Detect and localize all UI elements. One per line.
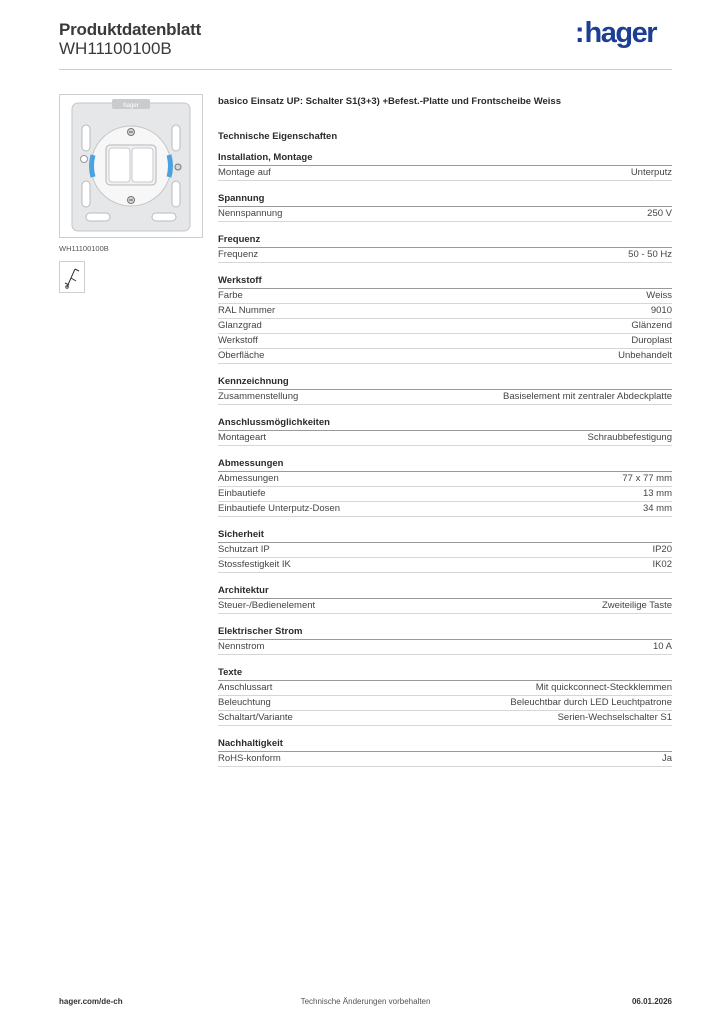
product-code: WH11100100B <box>59 39 172 58</box>
property-label: Steuer-/Bedienelement <box>218 600 316 611</box>
section-title: Frequenz <box>218 233 672 248</box>
property-row <box>218 248 672 263</box>
property-label: Anschlussart <box>218 682 273 693</box>
section-spacer <box>218 614 672 618</box>
property-label: Oberfläche <box>218 350 265 361</box>
section-spacer <box>218 655 672 659</box>
document-title: Produktdatenblatt <box>59 20 202 39</box>
property-value: IK02 <box>652 559 672 570</box>
property-row <box>218 289 672 304</box>
property-value: 50 - 50 Hz <box>628 249 672 260</box>
property-row <box>218 711 672 726</box>
switch-insert-illustration <box>60 95 202 237</box>
property-row <box>218 543 672 558</box>
property-row <box>218 681 672 696</box>
section-title: Installation, Montage <box>218 151 672 166</box>
property-label: Glanzgrad <box>218 320 262 331</box>
property-row <box>218 349 672 364</box>
property-value: Unbehandelt <box>618 350 672 361</box>
property-row <box>218 390 672 405</box>
property-label: RAL Nummer <box>218 305 276 316</box>
property-row <box>218 304 672 319</box>
section-title: Spannung <box>218 192 672 207</box>
technical-properties-heading: Technische Eigenschaften <box>218 131 338 142</box>
property-value: Serien-Wechselschalter S1 <box>557 712 672 723</box>
wiring-symbol-icon <box>59 261 85 293</box>
property-label: Nennspannung <box>218 208 283 219</box>
plate-label: hager <box>123 103 139 109</box>
property-row <box>218 502 672 517</box>
footer-website: hager.com/de-ch <box>59 997 123 1006</box>
property-value: Zweiteilige Taste <box>601 600 672 611</box>
property-row <box>218 472 672 487</box>
property-label: Werkstoff <box>218 335 258 346</box>
property-row <box>218 487 672 502</box>
property-row <box>218 207 672 222</box>
product-image <box>59 94 203 238</box>
property-label: Montage auf <box>218 167 271 178</box>
property-label: Beleuchtung <box>218 697 271 708</box>
section-spacer <box>218 767 672 771</box>
property-label: RoHS-konform <box>218 753 281 764</box>
logo-text: hager <box>584 17 656 49</box>
property-value: 250 V <box>647 208 672 219</box>
property-value: Mit quickconnect-Steckklemmen <box>535 682 672 693</box>
property-value: 9010 <box>650 305 672 316</box>
product-description: basico Einsatz UP: Schalter S1(3+3) +Befest.-Platte und Frontscheibe Weiss <box>218 96 561 107</box>
property-row <box>218 696 672 711</box>
section-spacer <box>218 364 672 368</box>
section-title: Texte <box>218 666 672 681</box>
section-title: Nachhaltigkeit <box>218 737 672 752</box>
section-spacer <box>218 446 672 450</box>
section-spacer <box>218 181 672 185</box>
section-spacer <box>218 573 672 577</box>
property-label: Zusammenstellung <box>218 391 299 402</box>
property-value: Duroplast <box>631 335 672 346</box>
property-label: Montageart <box>218 432 267 443</box>
property-value: 13 mm <box>642 488 672 499</box>
property-value: Glänzend <box>631 320 672 331</box>
property-label: Frequenz <box>218 249 259 260</box>
property-row <box>218 334 672 349</box>
property-label: Nennstrom <box>218 641 265 652</box>
property-row <box>218 558 672 573</box>
property-value: Schraubbefestigung <box>587 432 672 443</box>
property-row <box>218 752 672 767</box>
property-value: 10 A <box>652 641 672 652</box>
property-row <box>218 319 672 334</box>
hager-logo: :hager <box>574 17 656 49</box>
property-value: Basiselement mit zentraler Abdeckplatte <box>503 391 672 402</box>
property-label: Farbe <box>218 290 243 301</box>
section-title: Architektur <box>218 584 672 599</box>
section-spacer <box>218 517 672 521</box>
technical-data <box>218 95 672 771</box>
property-value: Ja <box>661 753 672 764</box>
image-caption: WH11100100B <box>59 244 109 253</box>
property-value: IP20 <box>652 544 672 555</box>
section-title: Kennzeichnung <box>218 375 672 390</box>
header-divider <box>59 69 672 70</box>
property-row <box>218 431 672 446</box>
footer-date: 06.01.2026 <box>631 997 672 1006</box>
section-spacer <box>218 405 672 409</box>
section-title: Sicherheit <box>218 528 672 543</box>
footer-notice: Technische Änderungen vorbehalten <box>300 997 431 1006</box>
section-title: Abmessungen <box>218 457 672 472</box>
property-row <box>218 599 672 614</box>
section-spacer <box>218 222 672 226</box>
page-header <box>59 18 672 68</box>
property-value: 34 mm <box>642 503 672 514</box>
property-label: Einbautiefe Unterputz-Dosen <box>218 503 340 514</box>
property-label: Schaltart/Variante <box>218 712 293 723</box>
section-spacer <box>218 263 672 267</box>
property-label: Stossfestigkeit IK <box>218 559 291 570</box>
property-label: Schutzart IP <box>218 544 270 555</box>
property-value: Beleuchtbar durch LED Leuchtpatrone <box>510 697 672 708</box>
property-value: Weiss <box>646 290 672 301</box>
property-value: Unterputz <box>630 167 672 178</box>
property-label: Abmessungen <box>218 473 279 484</box>
section-title: Anschlussmöglichkeiten <box>218 416 672 431</box>
section-spacer <box>218 726 672 730</box>
section-title: Elektrischer Strom <box>218 625 672 640</box>
property-sections <box>218 151 672 771</box>
property-value: 77 x 77 mm <box>622 473 672 484</box>
section-title: Werkstoff <box>218 274 672 289</box>
property-row <box>218 166 672 181</box>
property-row <box>218 640 672 655</box>
property-label: Einbautiefe <box>218 488 266 499</box>
